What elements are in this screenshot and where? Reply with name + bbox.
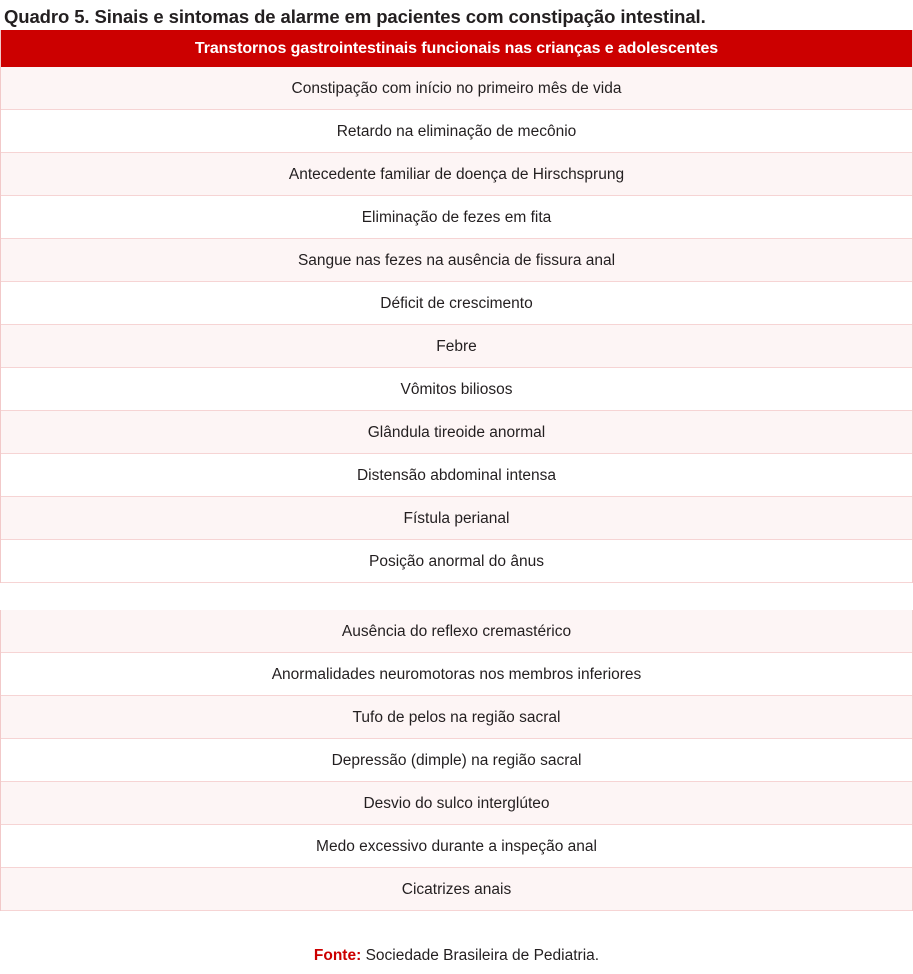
table-row: Glândula tireoide anormal	[1, 411, 912, 454]
table-row: Ausência do reflexo cremastérico	[1, 610, 912, 653]
table-row: Posição anormal do ânus	[1, 540, 912, 583]
source-text: Sociedade Brasileira de Pediatria.	[361, 947, 600, 964]
table-row: Febre	[1, 325, 912, 368]
table-body-one	[1, 67, 912, 583]
source-label: Fonte:	[313, 947, 362, 964]
table-body-two	[1, 610, 912, 911]
table-header-band: Transtornos gastrointestinais funcionais nas crianças e adolescentes	[1, 30, 912, 67]
table-row: Antecedente familiar de doença de Hirschsprung	[1, 153, 912, 196]
alarm-signs-table-block-one	[0, 30, 913, 583]
table-row: Sangue nas fezes na ausência de fissura anal	[1, 239, 912, 282]
table-row: Distensão abdominal intensa	[1, 454, 912, 497]
table-row: Desvio do sulco interglúteo	[1, 782, 912, 825]
table-row: Fístula perianal	[1, 497, 912, 540]
table-row: Cicatrizes anais	[1, 868, 912, 911]
table-row: Medo excessivo durante a inspeção anal	[1, 825, 912, 868]
table-row: Retardo na eliminação de mecônio	[1, 110, 912, 153]
source-note	[0, 911, 913, 965]
table-row: Déficit de crescimento	[1, 282, 912, 325]
block-separator	[0, 583, 913, 610]
alarm-signs-table-block-two	[0, 610, 913, 911]
figure-caption: Quadro 5. Sinais e sintomas de alarme em pacientes com constipação intestinal.	[4, 6, 706, 27]
table-row: Vômitos biliosos	[1, 368, 912, 411]
table-row: Constipação com início no primeiro mês de vida	[1, 67, 912, 110]
table-row: Depressão (dimple) na região sacral	[1, 739, 912, 782]
table-row: Anormalidades neuromotoras nos membros inferiores	[1, 653, 912, 696]
table-row: Eliminação de fezes em fita	[1, 196, 912, 239]
table-row: Tufo de pelos na região sacral	[1, 696, 912, 739]
